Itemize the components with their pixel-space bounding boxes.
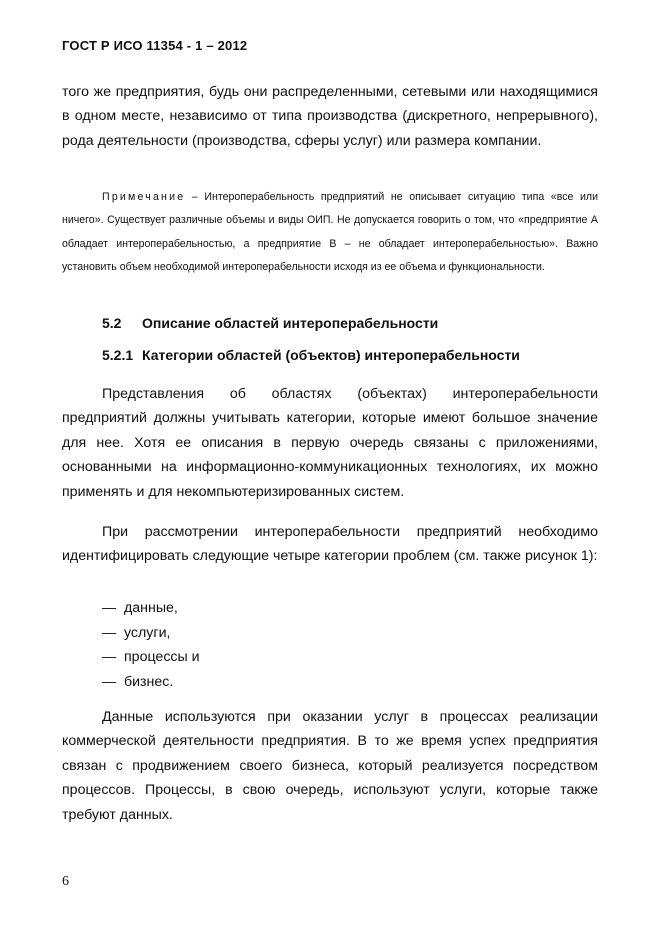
list-dash: — xyxy=(102,624,117,641)
note-block xyxy=(62,186,598,280)
list-item xyxy=(102,645,200,670)
subsection-number: 5.2.1 xyxy=(102,347,134,363)
paragraph-categories-intro: При рассмотрении интероперабельности предприятий необходимо идентифицировать следующие четыре категории проблем (см. также рисунок 1): xyxy=(62,524,598,565)
list-item xyxy=(102,621,200,646)
list-item-text: услуги, xyxy=(124,624,171,641)
paragraph-data-usage: Данные используются при оказании услуг в процессах реализации коммерческой деятельности предприятия. В то же время успех предприятия связан с продвижением своего бизнеса, который реализуется посредством процессов. Процессы, в свою очередь, используют услуги, которые также требуют данных. xyxy=(62,709,598,823)
note-text: – Интероперабельность предприятий не описывает ситуацию типа «все или ничего». Существует различные объемы и виды ОИП. Не допускается говорить о том, что «предприятие А обладает интероперабельностью, а предприятие В – не обладает интероперабельностью». Важно установить объем необходимой интероперабельности исходя из ее объема и функциональности. xyxy=(62,191,598,274)
section-heading-5-2 xyxy=(102,315,438,331)
list-dash: — xyxy=(102,649,117,666)
paragraph-representations: Представления об областях (объектах) интероперабельности предприятий должны учитывать категории, которые имеют большое значение для нее. Хотя ее описания в первую очередь связаны с приложениями, основанными на информационно-коммуникационных технологиях, их можно применять и для некомпьютеризированных систем. xyxy=(62,386,598,500)
document-header: ГОСТ Р ИСО 11354 - 1 – 2012 xyxy=(62,38,248,53)
list-item-text: процессы и xyxy=(124,649,200,666)
category-list xyxy=(102,596,200,694)
list-item xyxy=(102,670,200,695)
list-dash: — xyxy=(102,600,117,616)
section-heading-5-2-1 xyxy=(102,347,520,363)
subsection-title: Категории областей (объектов) интероперабельности xyxy=(142,347,520,363)
list-item-text: данные, xyxy=(124,600,178,616)
section-number: 5.2 xyxy=(102,315,122,331)
list-dash: — xyxy=(102,673,117,690)
note-label: Примечание xyxy=(102,191,186,203)
list-item-text: бизнес. xyxy=(124,673,174,690)
page-number: 6 xyxy=(62,874,69,889)
paragraph-continuation: того же предприятия, будь они распределенными, сетевыми или находящимися в одном месте, независимо от типа производства (дискретного, непрерывного), рода деятельности (производства, сферы услуг) или размера компании. xyxy=(62,84,598,149)
section-title: Описание областей интероперабельности xyxy=(142,315,439,331)
list-item xyxy=(102,596,200,621)
